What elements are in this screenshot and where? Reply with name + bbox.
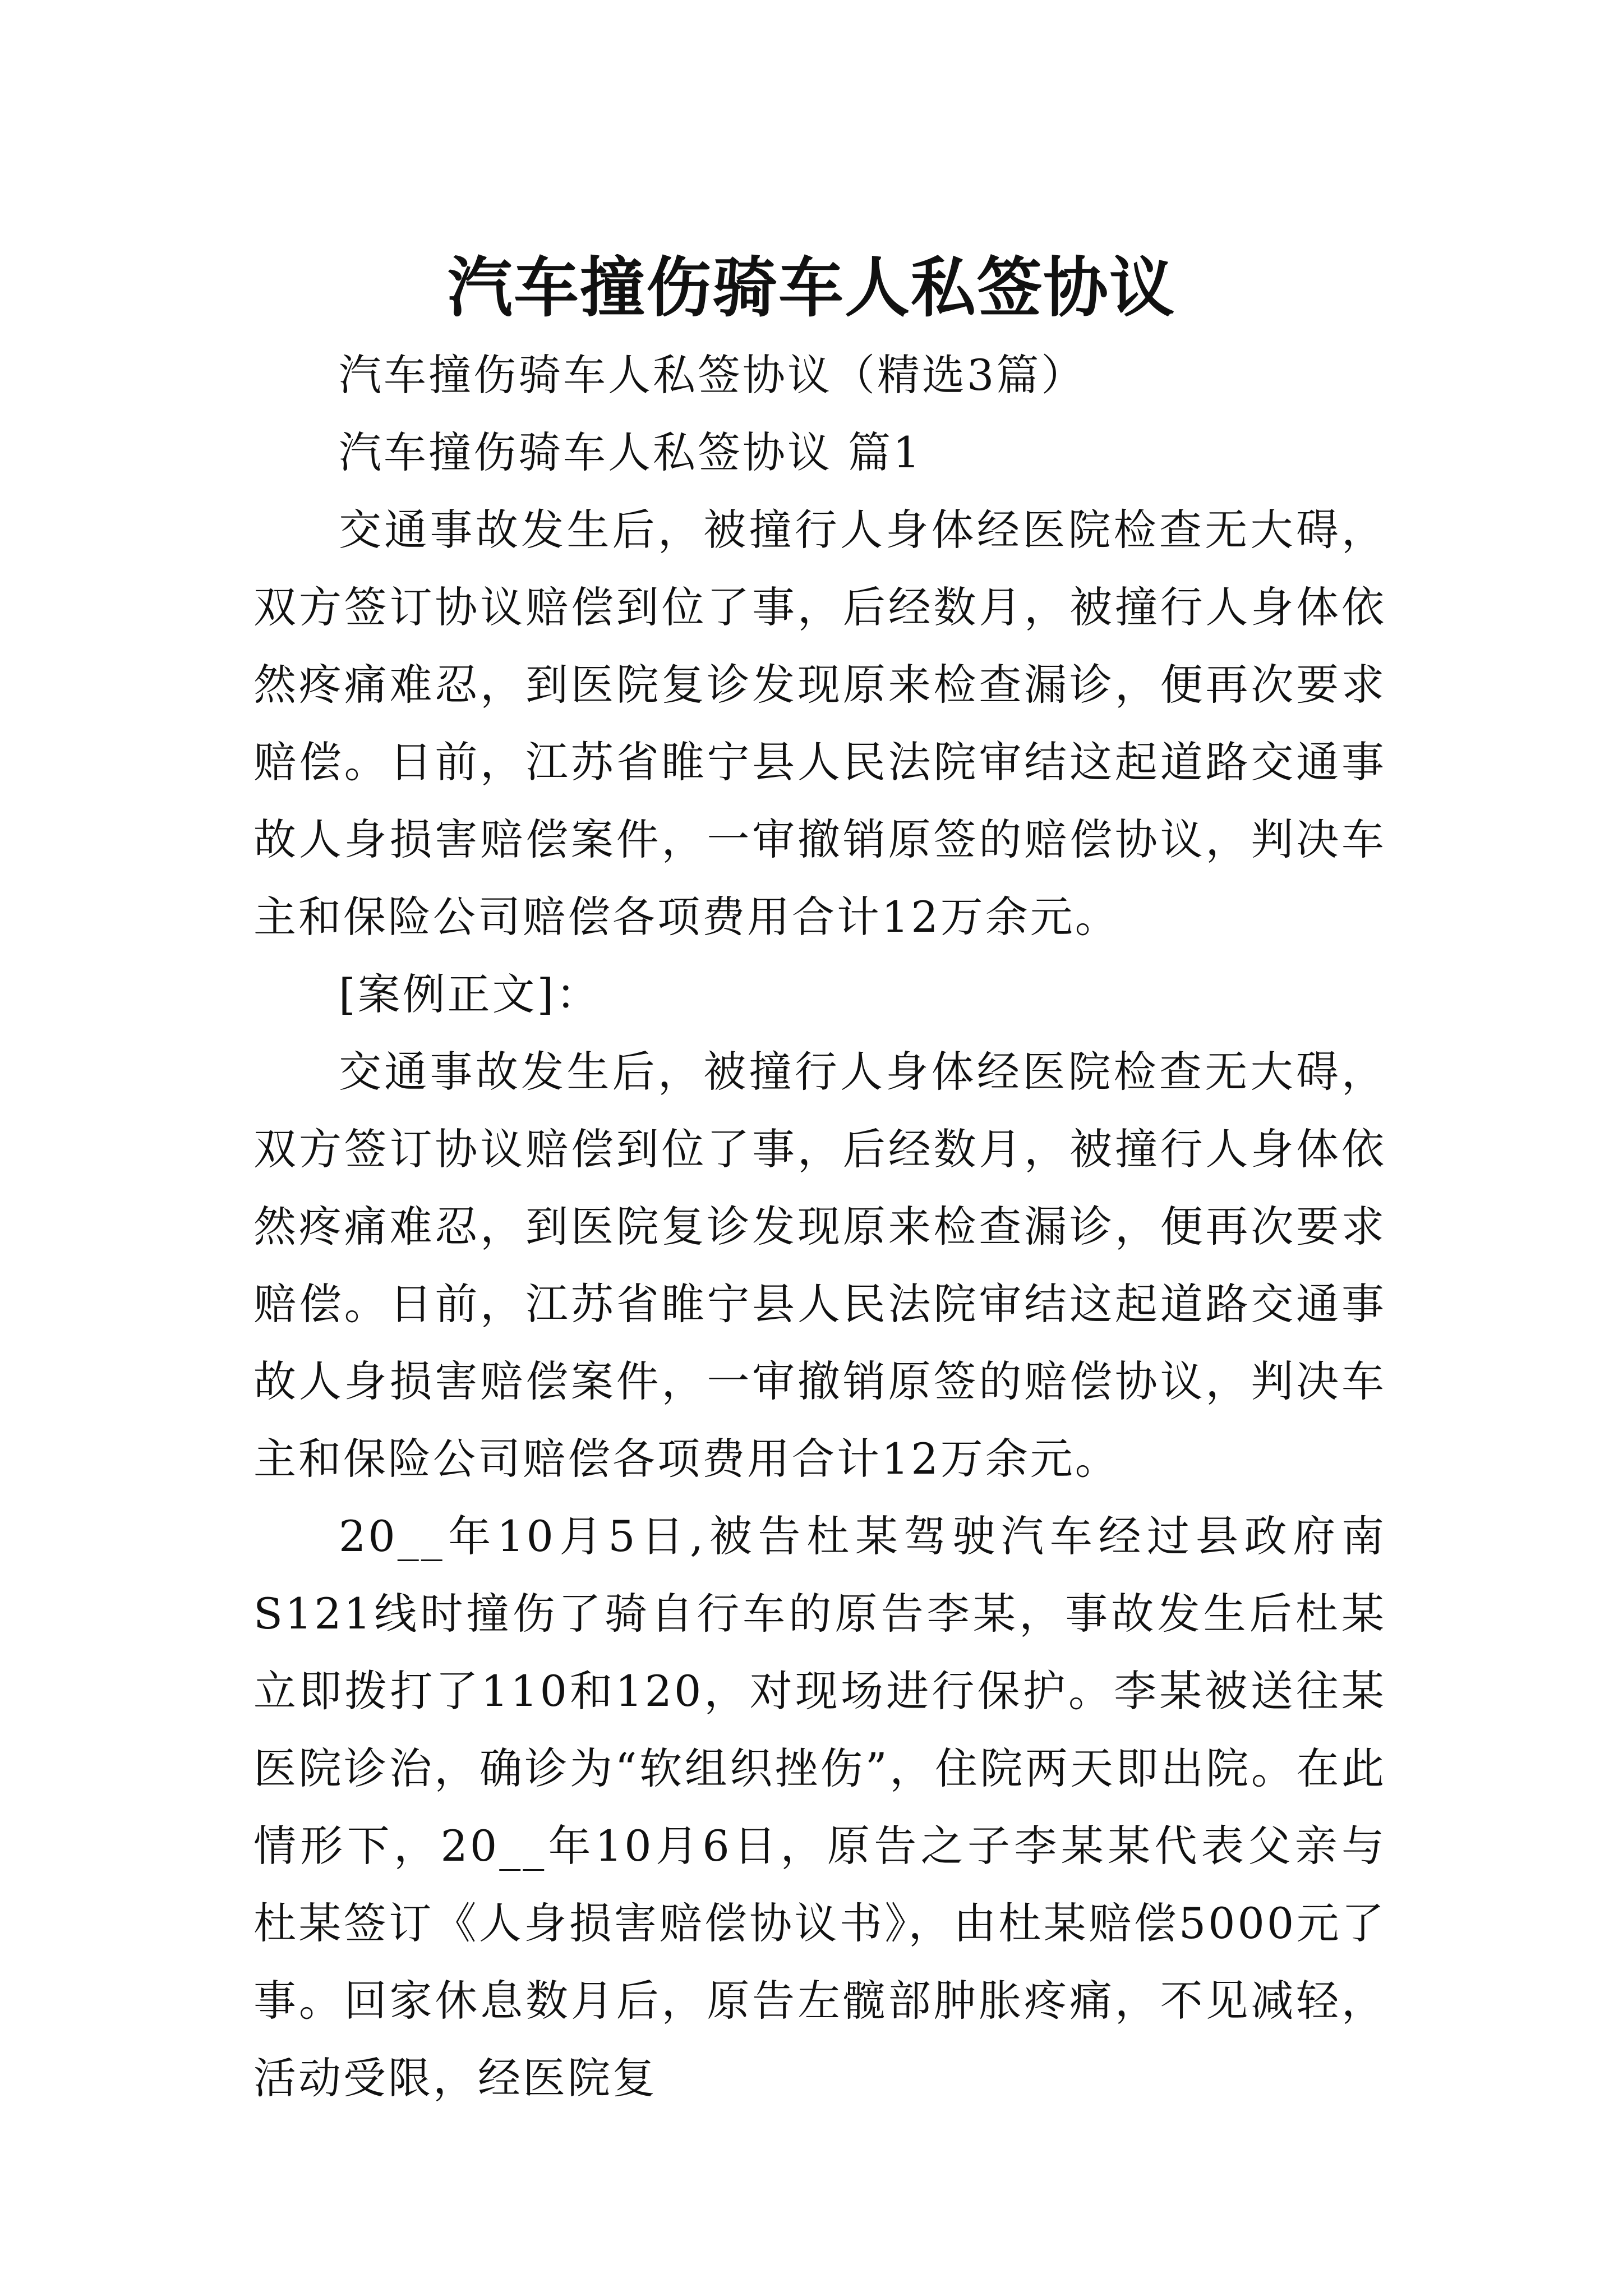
case-heading: [案例正文]： <box>339 969 601 1019</box>
body-paragraph: 20__年10月5日,被告杜某驾驶汽车经过县政府南S121线时撞伤了骑自行车的原告李某，事故发生后杜某立即拨打了110和120，对现场进行保护。李某被送往某医院诊治，确诊为“软组织挫伤”，住院两天即出院。在此情形下，20__年10月6日，原告之子李某某代表父亲与杜某签订《人身损害赔偿协议书》，由杜某赔偿5000元了事。回家休息数月后，原告左髋部肿胀疼痛，不见减轻，活动受限，经医院复 <box>253 1511 1386 2103</box>
document-body <box>253 337 1386 2117</box>
body-paragraph: 交通事故发生后，被撞行人身体经医院检查无大碍，双方签订协议赔偿到位了事，后经数月，被撞行人身体依然疼痛难忍，到医院复诊发现原来检查漏诊，便再次要求赔偿。日前，江苏省睢宁县人民法院审结这起道路交通事故人身损害赔偿案件，一审撤销原签的赔偿协议，判决车主和保险公司赔偿各项费用合计12万余元。 <box>253 1047 1386 1484</box>
document-title: 汽车撞伤骑车人私签协议 <box>448 249 1175 326</box>
subtitle-paragraph: 汽车撞伤骑车人私签协议（精选3篇） <box>339 350 1086 400</box>
body-paragraph: 交通事故发生后，被撞行人身体经医院检查无大碍，双方签订协议赔偿到位了事，后经数月，被撞行人身体依然疼痛难忍，到医院复诊发现原来检查漏诊，便再次要求赔偿。日前，江苏省睢宁县人民法院审结这起道路交通事故人身损害赔偿案件，一审撤销原签的赔偿协议，判决车主和保险公司赔偿各项费用合计12万余元。 <box>253 505 1386 942</box>
section-heading: 汽车撞伤骑车人私签协议 篇1 <box>339 427 923 477</box>
